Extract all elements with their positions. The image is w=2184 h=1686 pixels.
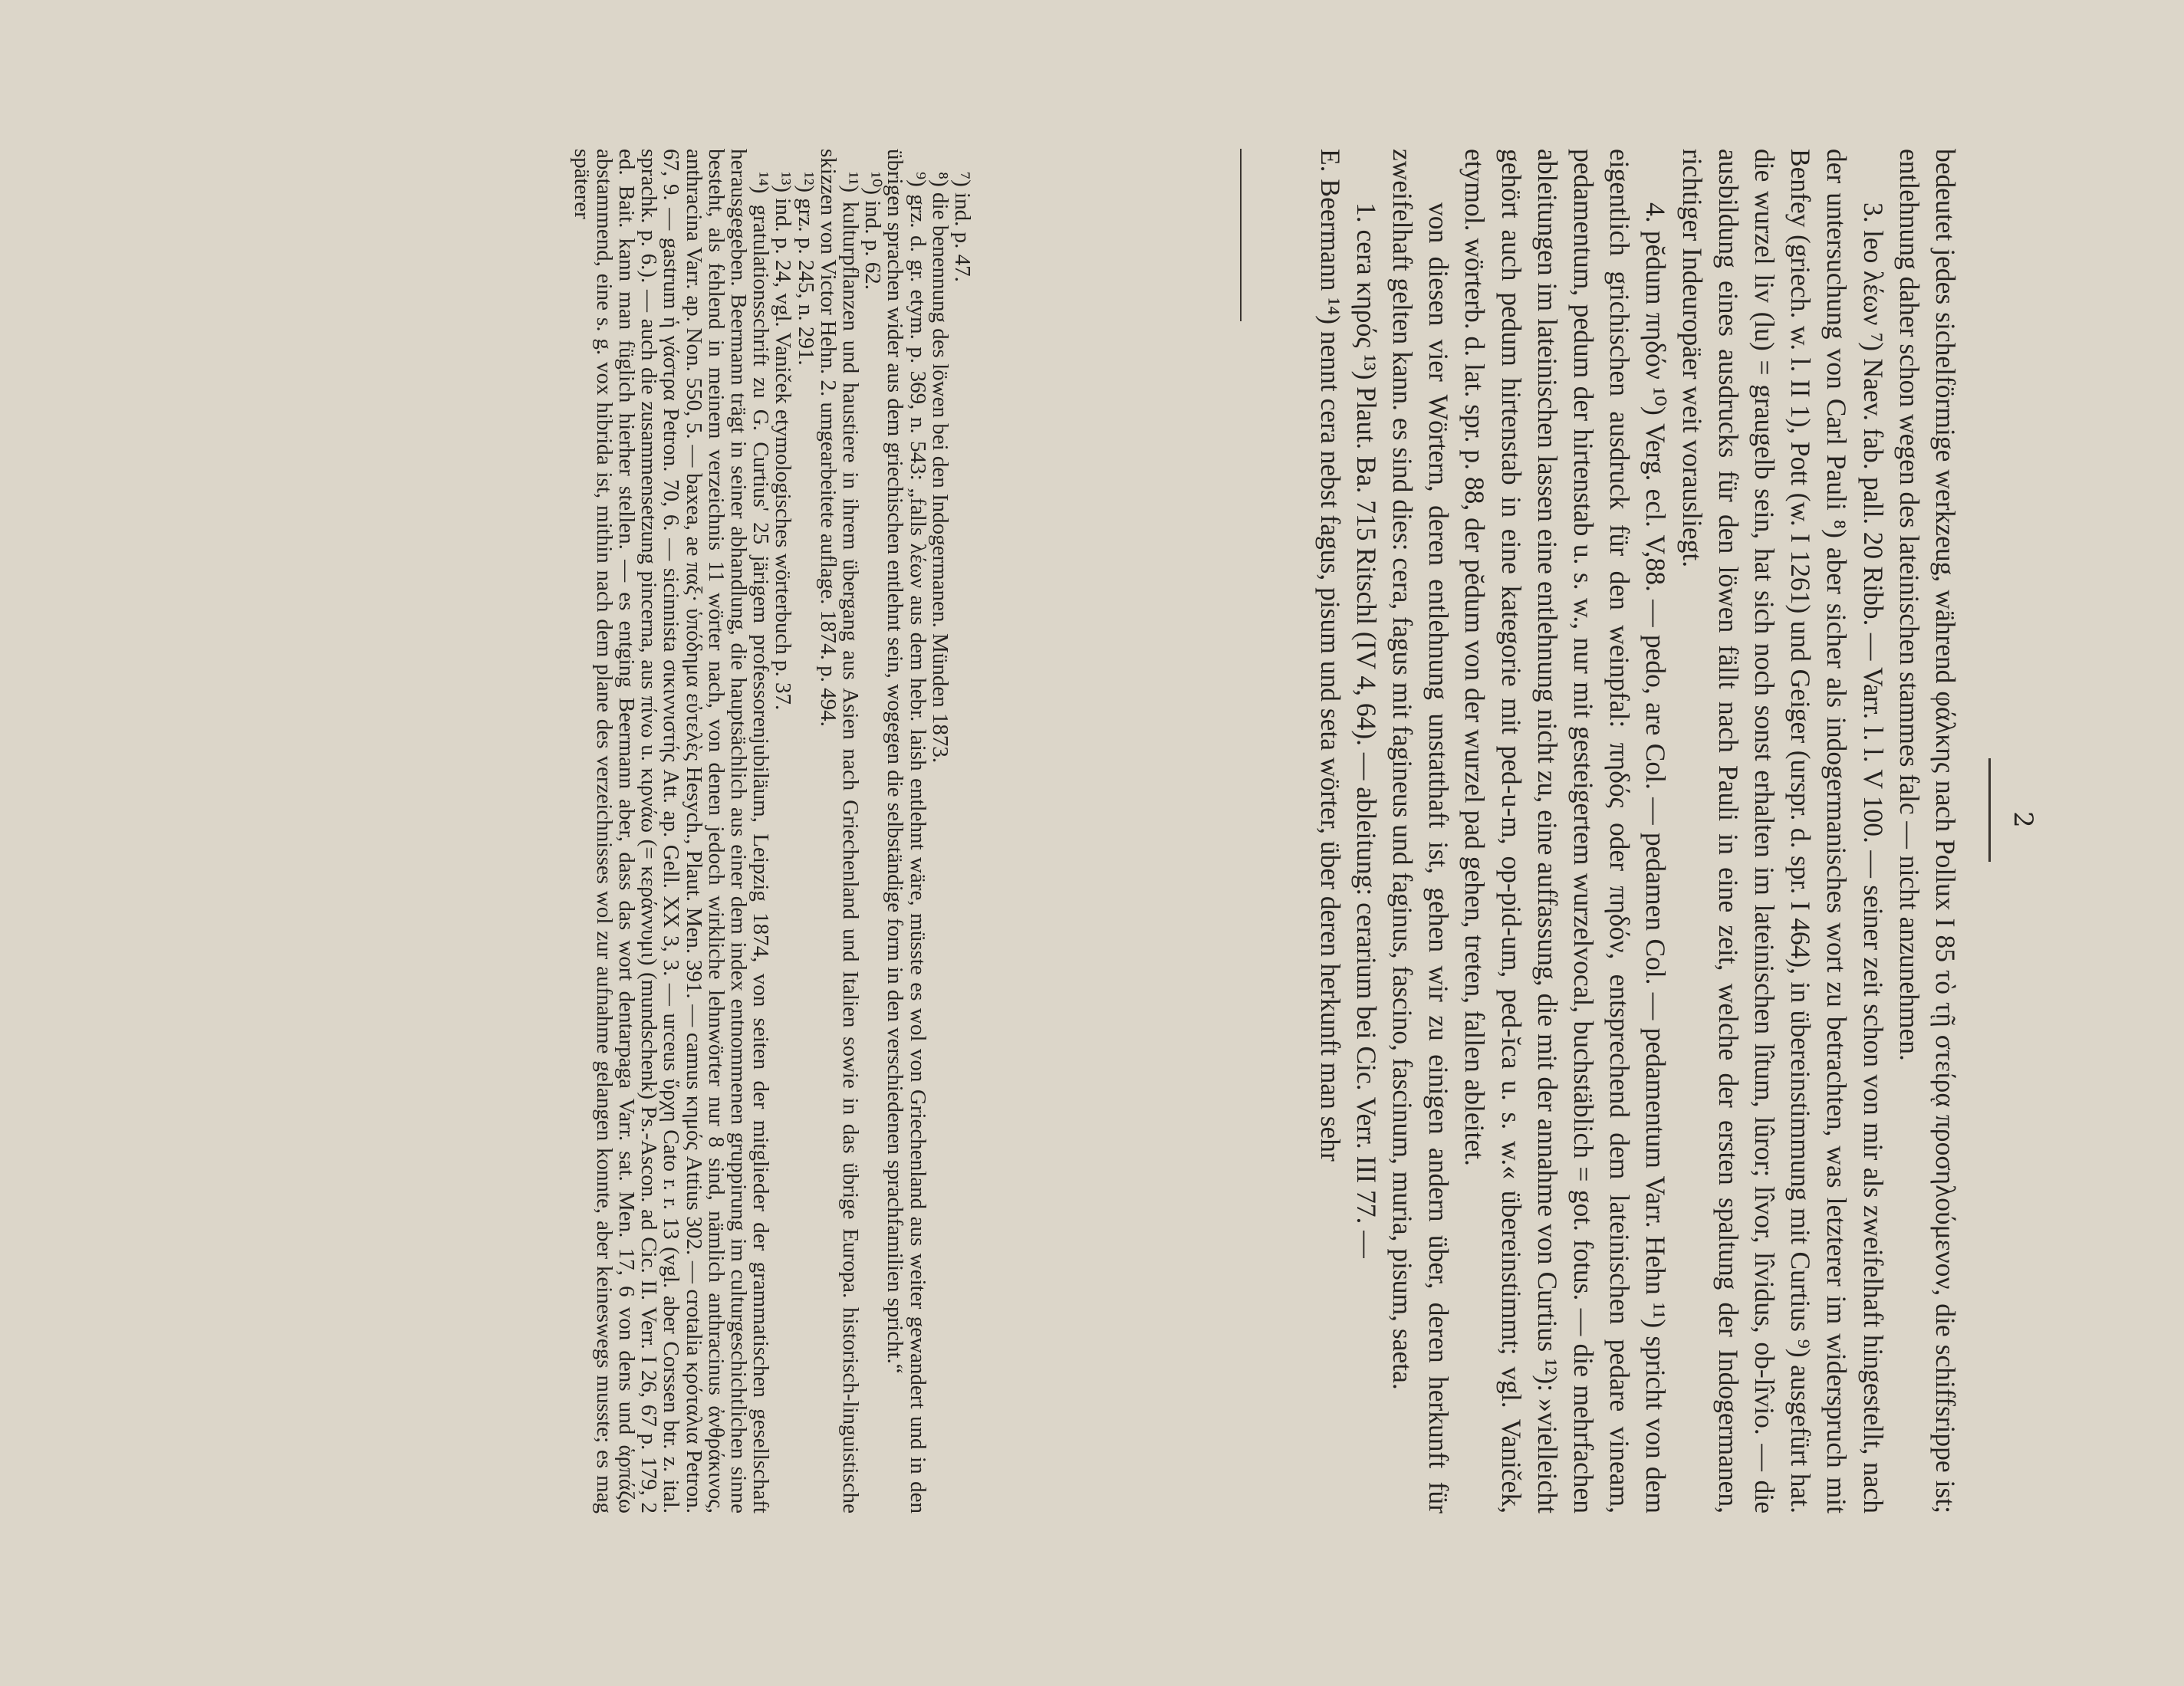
paragraph-pedum: 4. pĕdum πηδόν ¹⁰) Verg. ecl. V,88. — pedo, are Col. — pedamen Col. — pedamentum Varr. Hehn ¹¹) spricht von dem eigentlich grichischen ausdruck für den weinpfal: πηδός oder πηδόν, entsprechend dem lateinischen pedare vineam, pedamentum, pedum der hirtenstab u. s. w., nur mit gesteigertem wurzelvocal, buchstäblich = got. fotus. — die mehrfachen ableitungen im lateinischen lassen eine entlehnung nicht zu, eine auffassung, die mit der annahme von Curtius ¹²): »vielleicht gehört auch pedum hirtenstab in eine kategorie mit ped-u-m, op-pid-um, ped-ĭca u. s. w.« übereinstimmt; vgl. Vaniček, etymol. wörterb. d. lat. spr. p. 88, der pĕdum von der wurzel pad gehen, treten, fallen ableitet.: [1459, 149, 1672, 1513]
footnote-13: ¹³) ind. p. 24, vgl. Vaniček etymologisches wörterbuch p. 37.: [771, 172, 796, 711]
header-rule: [1988, 758, 1991, 862]
paragraph-falx-continuation: bedeutet jedes sichelförmige werkzeug, während φάλκης nach Pollux I 85 τὸ τῇ στείρᾳ προσηλούμενον, die schiffsrippe ist; entlehnung daher schon wegen des lateinischen stammes falc — nicht anzunehmen.: [1893, 149, 1961, 1513]
paragraph-leo: 3. leo λέων ⁷) Naev. fab. pall. 20 Ribb. — Varr. l. l. V 100. — seiner zeit schon von mir als zweifelhaft hingestellt, nach der untersuchung von Carl Pauli ⁸) aber sicher als indogermanisches wort zu betrachten, was letzterer im widerspruch mit Benfey (griech. w. l. II 1), Pott (w. I 1261) und Geiger (urspr. d. spr. I 464), in übereinstimmung mit Curtius ⁹) ausgefürt hat. die wurzel liv (lu) = graugelb sein, hat sich noch sonst erhalten im lateinischen lîtum, lûror; lîvor, lîvidus, ob-lîvio. — die ausbildung eines ausdrucks für den löwen fällt nach Pauli in eine zeit, welche der ersten spaltung der Indogermanen, richtiger Indeuropäer weit vorausliegt.: [1676, 149, 1889, 1513]
footnote-11: ¹¹) kulturpflanzen und haustiere in ihrem übergang aus Asien nach Griechenland und Italien sowie in das übrige Europa. historisch-linguistische skizzen von Victor Hehn. 2. umgearbeitete auflage. 1874. p. 494.: [815, 149, 863, 1513]
footnotes: [570, 149, 973, 1513]
footnote-14: ¹⁴) gratulationsschrift zu G. Curtius' 25 järigem professorenjubiläum, Leipzig 1874, von seiten der mitglieder der grammatischen gesellschaft herausgegeben. Beermann trägt in seiner abhandlung, die hauptsächlich aus einer dem index entnommenen gruppirung im culturgeschichtlichen sinne besteht, als fehlend in meinem verzeichnis 11 wörter nach, von denen jedoch wirkliche lehnwörter nur 8 sind, nämlich anthracinus ἀνθράκινος, anthracina Varr. ap. Non. 550, 5. — baxea, ae παξ· ὑπόδημα εὐτελὲς Hesych., Plaut. Men. 391. — camus κημός Attius 302. — crotalia κρόταλια Petron. 67, 9. — gastrum ἡ γάστρα Petron. 70, 6. — sicinnista σικιννιστής Att. ap. Gell. XX 3, 3. — urceus ὕρχη Cato r. r. 13 (vgl. aber Corssen btr. z. ital. sprachk. p. 6.). — auch die zusammensetzung pincerna, aus πίνω u. κιρνάω (= κεράννυμι) (mundschenk) Ps.-Ascon. ad Cic. II. Verr. I 26, 67 p. 179, 2 ed. Bait. kann man füglich hierher stellen. — es entging Beermann aber, dass das wort dentarpaga Varr. sat. Men. 17, 6 von dens und ἁρπάζω abstammend, eine s. g. vox hibrida ist, mithin nach dem plane des verzeichnisses wol zur aufnahme gelangen konnte, aber keineswegs musste; es mag späterer: [569, 149, 774, 1513]
paragraph-doubtful-words: von diesen vier Wörtern, deren entlehnung unstatthaft ist, gehen wir zu einigen andern über, deren herkunft für zweifelhaft gelten kann. es sind dies: cera, fagus mit fagineus und faginus, fascino, fascinum, muria, pisum, saeta.: [1386, 149, 1455, 1513]
footnote-12: ¹²) grz. p. 245, n. 291.: [793, 172, 818, 366]
page-content-rotated: [95, 34, 2089, 1605]
footnote-10: ¹⁰) ind. p. 62.: [860, 172, 886, 291]
footnote-8: ⁸) die benennung des löwen bei den Indogermanen. Münden 1873.: [927, 172, 952, 764]
paragraph-beermann: E. Beermann ¹⁴) nennt cera nebst fagus, pisum und seta wörter, über deren herkunft man sehr: [1314, 149, 1346, 1162]
footnote-7: ⁷) ind. p. 47.: [950, 172, 975, 282]
footnote-9: ⁹) grz. d. gr. etym. p. 369, n. 543: „falls λέων aus dem hebr. laish entlehnt wäre, müsste es wol von Griechenland aus weiter gewandert und in den übrigen sprachen wider aus dem griechischen entlehnt sein, wogegen die selbständige form in den verschiedenen sprachfamilien spricht.“: [883, 149, 930, 1513]
paragraph-cera: 1. cera κηρός ¹³) Plaut. Ba. 715 Ritschl (IV 4, 64). — ableitung: cerarium bei Cic. Verr. III 77. —: [1350, 202, 1382, 1258]
page-number: 2: [2008, 811, 2038, 828]
footnote-separator: [1240, 149, 1242, 321]
main-text: [1311, 149, 1963, 1513]
